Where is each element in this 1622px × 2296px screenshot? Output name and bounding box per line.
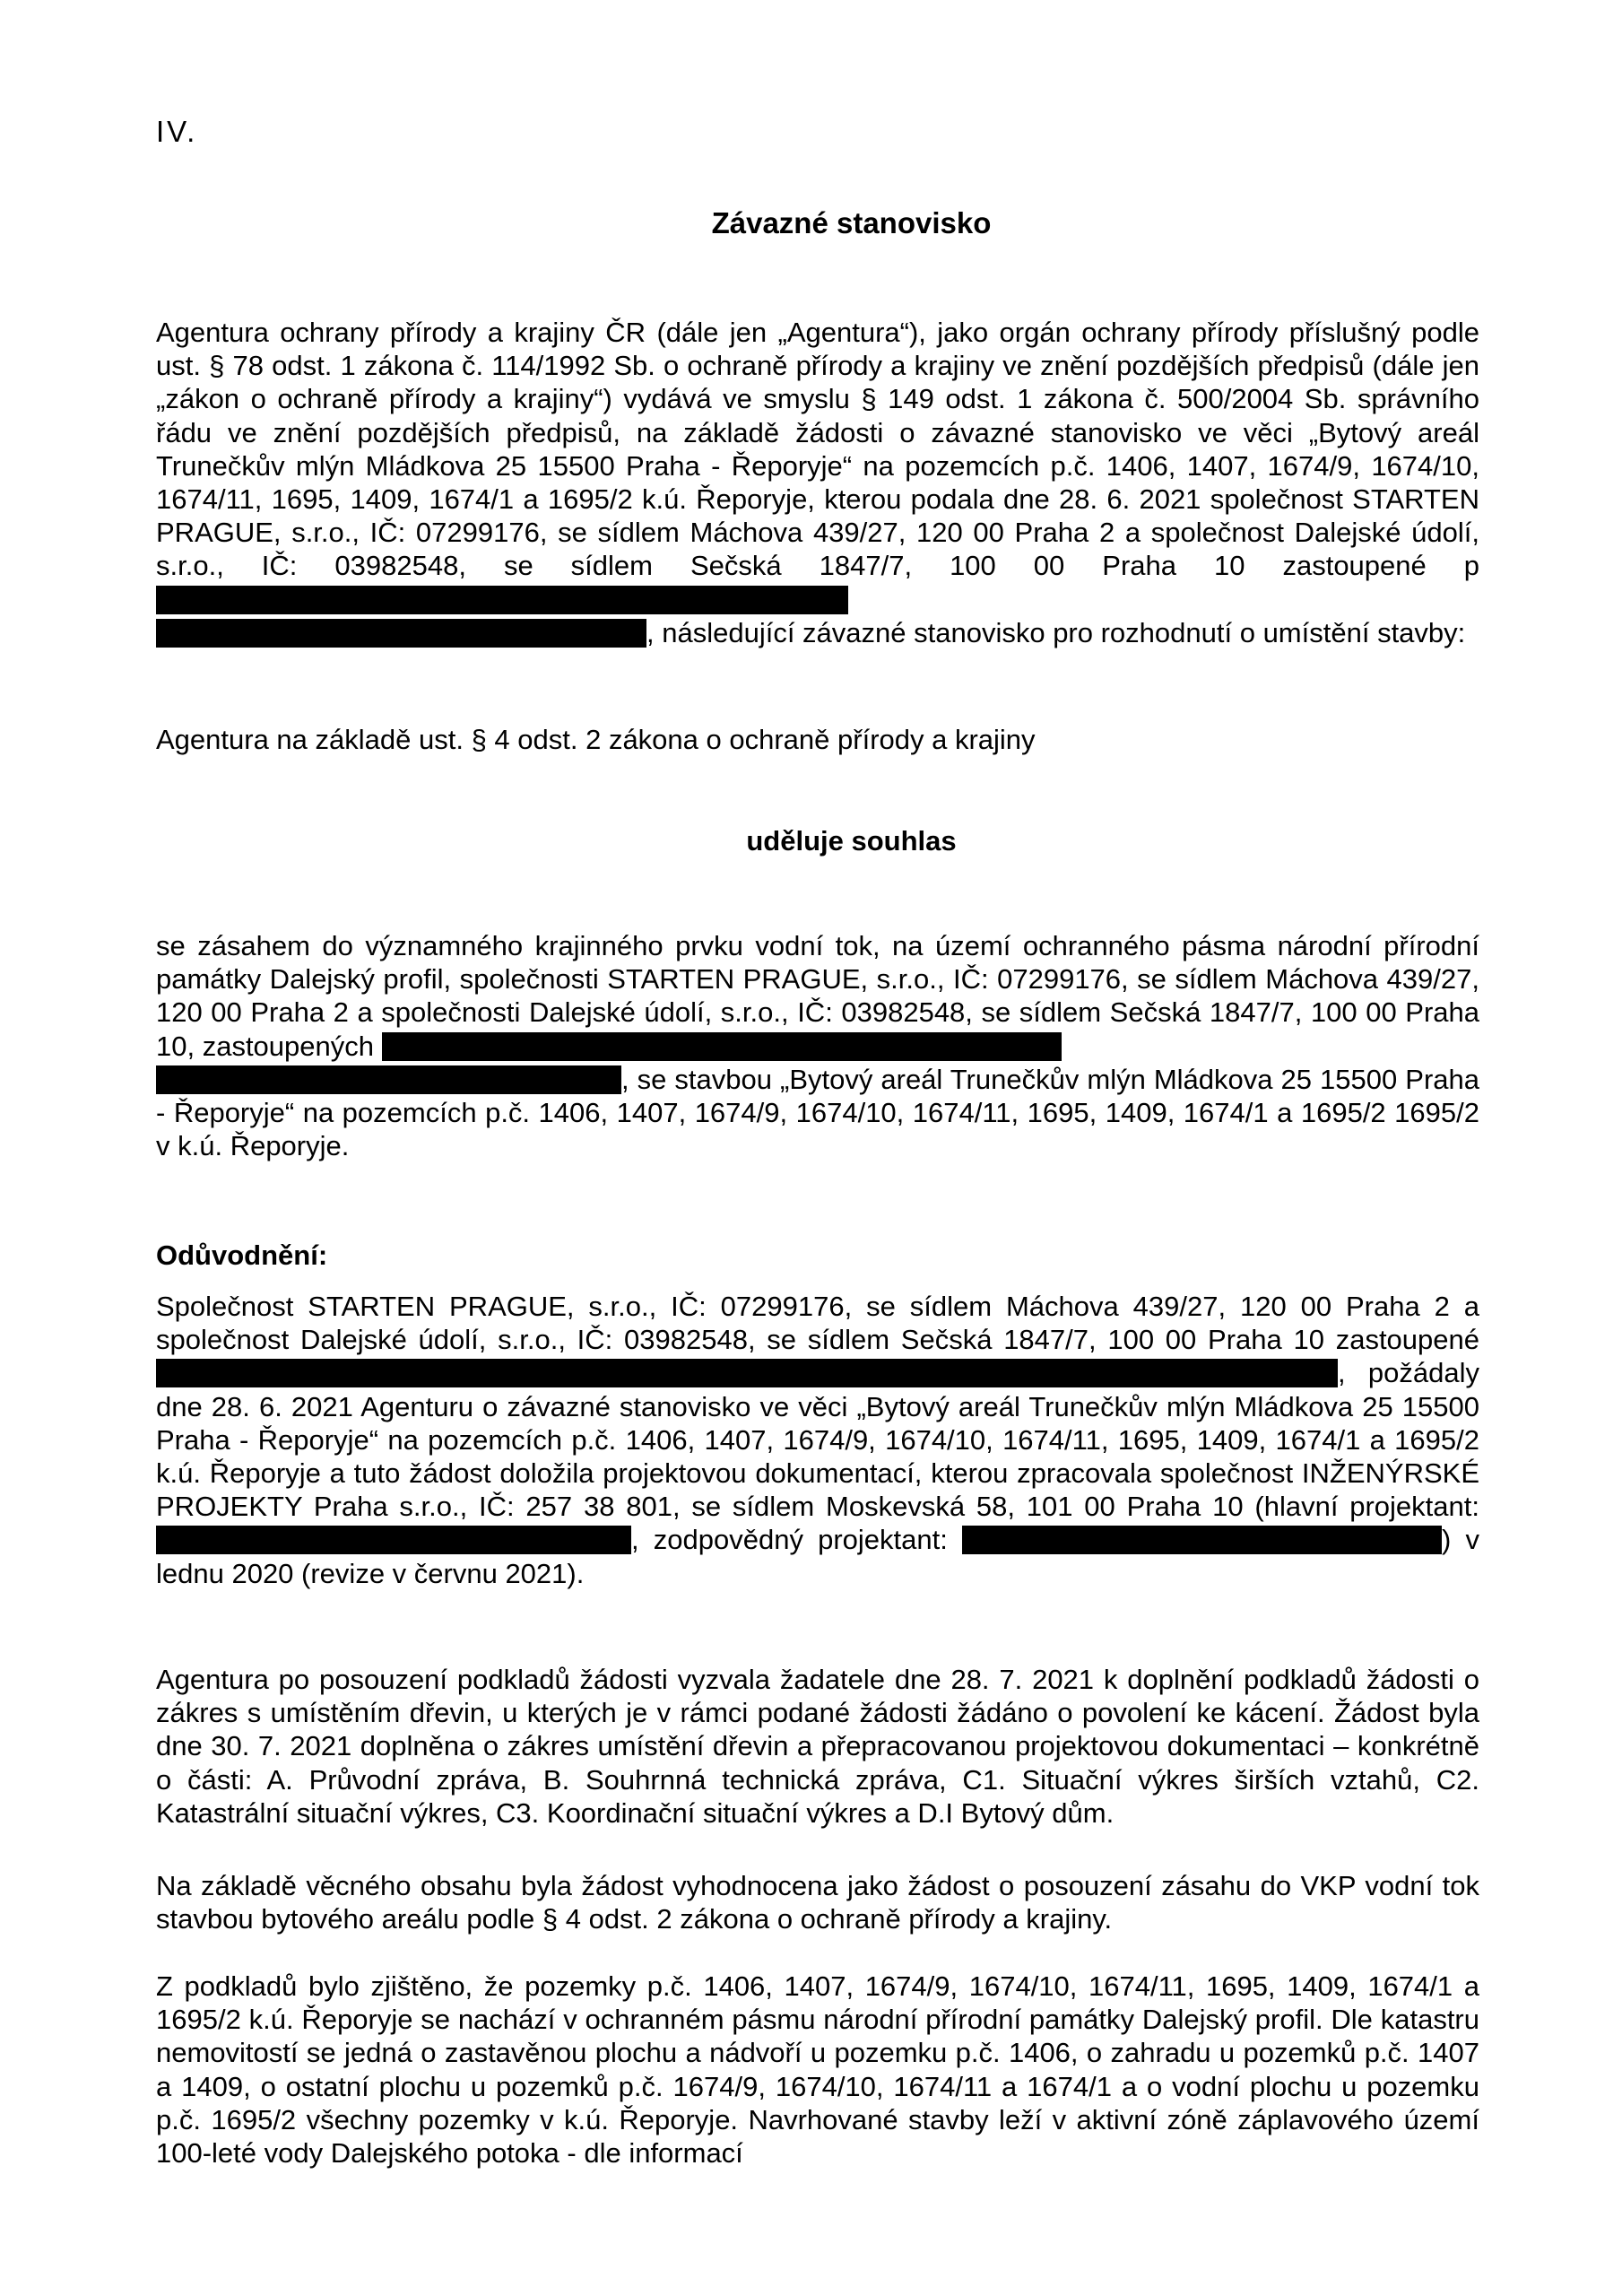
decision-label: uděluje souhlas	[746, 825, 957, 857]
reasoning-paragraph-4: Z podkladů bylo zjištěno, že pozemky p.č. 1406, 1407, 1674/9, 1674/10, 1674/11, 1695, 1409, 1674/1 a 1695/2 k.ú. Řeporyje se nachází v ochranném pásmu národní přírodní památky Dalejský profil. Dle katastru nemovitostí se jedná o zastavěnou plochu a nádvoří u pozemku p.č. 1406, o zahradu u pozemků p.č. 1407 a 1409, o ostatní plochu u pozemků p.č. 1674/9, 1674/10, 1674/11 a 1674/1 a o vodní plochu u pozemku p.č. 1695/2 všechny pozemky v k.ú. Řeporyje. Navrhované stavby leží v aktivní zóně záplavového území 100-leté vody Dalejského potoka - dle informací	[156, 1970, 1479, 2170]
redaction-block	[156, 1359, 1317, 1387]
intro-text-2: , následující závazné stanovisko pro rozhodnutí o umístění stavby:	[646, 616, 1466, 648]
section-number: IV.	[156, 115, 198, 148]
reasoning-paragraph-1	[156, 1290, 1479, 1590]
reasoning-text-3: , zodpovědný projektant:	[631, 1524, 963, 1556]
redaction-block	[568, 1526, 631, 1554]
consent-paragraph	[156, 929, 1479, 1162]
basis-line: Agentura na základě ust. § 4 odst. 2 zákona o ochraně přírody a krajiny	[156, 724, 1036, 755]
redaction-block	[382, 1032, 1062, 1061]
reasoning-heading: Odůvodnění:	[156, 1239, 328, 1271]
reasoning-text-2: , požádaly dne 28. 6. 2021 Agenturu o závazné stanovisko ve věci „Bytový areál Trunečkův mlýn Mládkova 25 15500 Praha - Řeporyje“ na pozemcích p.č. 1406, 1407, 1674/9, 1674/10, 1674/11, 1695, 1409, 1674/1 a 1695/2 k.ú. Řeporyje a tuto žádost doložila projektovou dokumentací, kterou zpracovala společnost INŽENÝRSKÉ PROJEKTY Praha s.r.o., IČ: 257 38 801, se sídlem Moskevská 58, 101 00 Praha 10 (hlavní projektant:	[156, 1357, 1479, 1523]
redaction-block	[156, 586, 848, 614]
redaction-block	[156, 1065, 621, 1094]
redaction-block	[156, 1526, 568, 1554]
redaction-block	[962, 1526, 1442, 1554]
redaction-block	[156, 619, 646, 648]
intro-text-1: Agentura ochrany přírody a krajiny ČR (dále jen „Agentura“), jako orgán ochrany přírody příslušný podle ust. § 78 odst. 1 zákona č. 114/1992 Sb. o ochraně přírody a krajiny ve znění pozdějších předpisů (dále jen „zákon o ochraně přírody a krajiny“) vydává ve smyslu § 149 odst. 1 zákona č. 500/2004 Sb. správního řádu ve znění pozdějších předpisů, na základě žádosti o závazné stanovisko ve věci „Bytový areál Trunečkův mlýn Mládkova 25 15500 Praha - Řeporyje“ na pozemcích p.č. 1406, 1407, 1674/9, 1674/10, 1674/11, 1695, 1409, 1674/1 a 1695/2 k.ú. Řeporyje, kterou podala dne 28. 6. 2021 společnost STARTEN PRAGUE, s.r.o., IČ: 07299176, se sídlem Máchova 439/27, 120 00 Praha 2 a společnost Dalejské údolí, s.r.o., IČ: 03982548, se sídlem Sečská 1847/7, 100 00 Praha 10 zastoupené p	[156, 317, 1479, 582]
reasoning-text-4: ) v lednu 2020 (revize v červnu 2021).	[156, 1524, 1480, 1589]
reasoning-paragraph-2: Agentura po posouzení podkladů žádosti vyzvala žadatele dne 28. 7. 2021 k doplnění podkladů žádosti o zákres s umístěním dřevin, u kterých je v rámci podané žádosti žádáno o povolení ke kácení. Žádost byla dne 30. 7. 2021 doplněna o zákres umístění dřevin a přepracovanou projektovou dokumentaci – konkrétně o části: A. Průvodní zpráva, B. Souhrnná technická zpráva, C1. Situační výkres širších vztahů, C2. Katastrální situační výkres, C3. Koordinační situační výkres a D.I Bytový dům.	[156, 1664, 1479, 1829]
reasoning-text-1: Společnost STARTEN PRAGUE, s.r.o., IČ: 07299176, se sídlem Máchova 439/27, 120 00 Praha 2 a společnost Dalejské údolí, s.r.o., IČ: 03982548, se sídlem Sečská 1847/7, 100 00 Praha 10 zastoupené	[156, 1291, 1479, 1356]
redaction-block	[1317, 1359, 1338, 1387]
intro-paragraph	[156, 316, 1479, 649]
document-title: Závazné stanovisko	[711, 206, 992, 239]
consent-text-1: se zásahem do významného krajinného prvku vodní tok, na území ochranného pásma národní přírodní památky Dalejský profil, společnosti STARTEN PRAGUE, s.r.o., IČ: 07299176, se sídlem Máchova 439/27, 120 00 Praha 2 a společnosti Dalejské údolí, s.r.o., IČ: 03982548, se sídlem Sečská 1847/7, 100 00 Praha 10, zastoupených	[156, 930, 1479, 1062]
consent-text-2: , se stavbou „Bytový areál Trunečkův mlýn Mládkova 25 15500 Praha - Řeporyje“ na pozemcích p.č. 1406, 1407, 1674/9, 1674/10, 1674/11, 1695, 1409, 1674/1 a 1695/2 1695/2 v k.ú. Řeporyje.	[156, 1063, 1479, 1162]
reasoning-paragraph-3: Na základě věcného obsahu byla žádost vyhodnocena jako žádost o posouzení zásahu do VKP vodní tok stavbou bytového areálu podle § 4 odst. 2 zákona o ochraně přírody a krajiny.	[156, 1870, 1479, 1935]
